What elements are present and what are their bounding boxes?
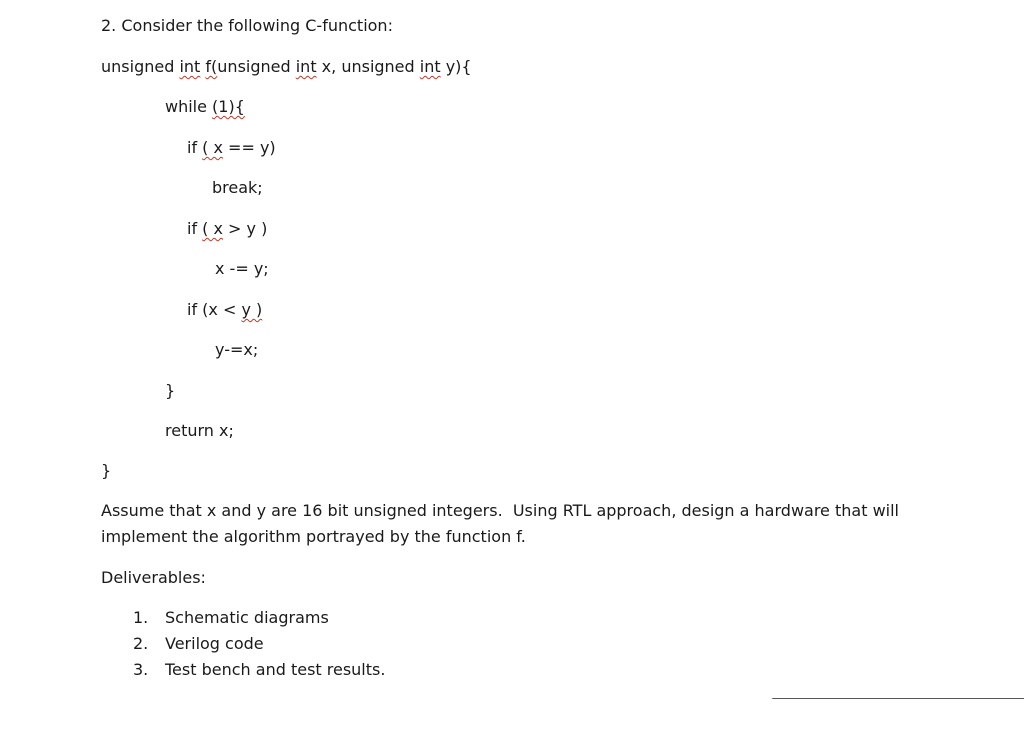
close-function-brace: }	[101, 461, 112, 480]
if-condition-rest: == y)	[222, 138, 276, 157]
while-keyword: while	[165, 97, 213, 116]
description-line-2: implement the algorithm portrayed by the function f.	[101, 527, 526, 546]
break-statement: break;	[212, 178, 263, 197]
signature-func-name: f(	[205, 57, 218, 76]
page-edge-divider	[772, 698, 1024, 699]
if-greater-line	[187, 219, 267, 239]
subtract-y-statement: y-=x;	[215, 340, 259, 359]
if-keyword: if (x <	[187, 300, 242, 319]
list-text: Verilog code	[165, 634, 264, 653]
list-text: Test bench and test results.	[165, 660, 386, 679]
if-keyword: if	[187, 138, 203, 157]
signature-type-int: int	[419, 57, 441, 76]
signature-part: x, unsigned	[316, 57, 420, 76]
if-less-line	[187, 300, 262, 320]
signature-part: y){	[440, 57, 472, 76]
signature-part: unsigned	[217, 57, 296, 76]
signature-type-int: int	[179, 57, 201, 76]
if-condition-rest: > y )	[222, 219, 268, 238]
list-number: 2.	[133, 634, 149, 653]
if-equal-line	[187, 138, 276, 158]
list-number: 1.	[133, 608, 149, 627]
if-condition-start: ( x	[202, 138, 223, 157]
if-condition-start: ( x	[202, 219, 223, 238]
while-condition: (1){	[212, 97, 245, 116]
if-keyword: if	[187, 219, 203, 238]
subtract-x-statement: x -= y;	[215, 259, 269, 278]
while-line	[165, 97, 245, 117]
close-while-brace: }	[165, 381, 176, 400]
question-heading: 2. Consider the following C-function:	[101, 16, 393, 35]
list-item	[133, 660, 386, 740]
signature-type-int: int	[295, 57, 317, 76]
function-signature	[101, 57, 472, 77]
list-text: Schematic diagrams	[165, 608, 329, 627]
deliverables-heading: Deliverables:	[101, 568, 206, 587]
signature-part: unsigned	[101, 57, 180, 76]
return-statement: return x;	[165, 421, 234, 440]
description-line-1: Assume that x and y are 16 bit unsigned integers. Using RTL approach, design a hardware that will	[101, 501, 899, 520]
if-condition-end: y )	[241, 300, 263, 319]
list-number: 3.	[133, 660, 149, 679]
